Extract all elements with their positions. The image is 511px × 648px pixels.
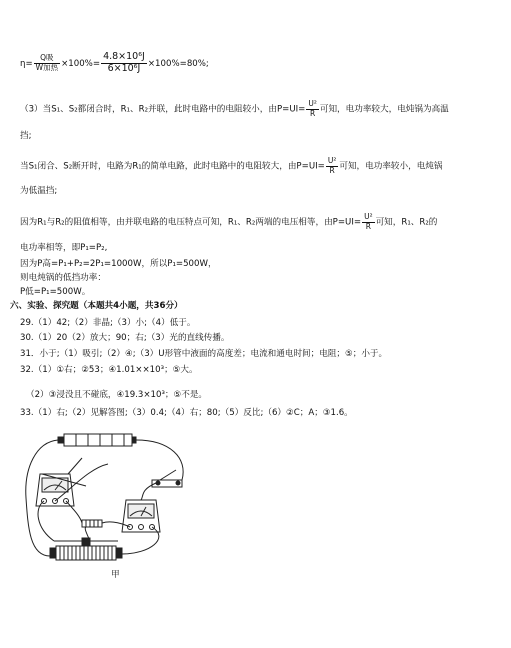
answer-31: 31．小于;（1）吸引;（2）④;（3）U形管中液面的高度差；电流和通电时间；电阻；⑤；小于。 [20, 349, 388, 359]
answer-part6-line2: 则电炖锅的低挡功率： [20, 273, 106, 283]
battery-pack [58, 434, 136, 446]
answer-part3-line1: （3）当S₁、S₂都闭合时，R₁、R₂并联，此时电路中的电阻较小，由P=UI= $\frac{\text{U²}}{R}$ 可知，电功率较大，电炖锅为高温 [20, 99, 449, 118]
answer-part3-line2: 挡; [20, 131, 32, 141]
rheostat [50, 538, 122, 560]
answer-part6-line3: P低=P₁=500W。 [20, 287, 91, 297]
fraction-q-over-w: $\frac{\text{Q吸}}{\text{W加热}}$ [35, 53, 59, 72]
answer-part4-line2: 为低温挡; [20, 186, 58, 196]
answer-part4-line1: 当S₁闭合、S₂断开时，电路为R₁的简单电路，此时电路中的电阻较大，由P=UI= $\frac{\text{U²}}{R}$ 可知，电功率较小，电炖锅 [20, 156, 443, 175]
ammeter [122, 500, 160, 532]
answer-part5-line1: 因为R₁与R₂的阻值相等，由并联电路的电压特点可知，R₁、R₂两端的电压相等，由P=UI= $\frac{\text{U²}}{R}$ 可知，R₁、R₂的 [20, 212, 438, 231]
switch [152, 470, 182, 487]
answer-part6-line1: 因为P高=P₁+P₂=2P₁=1000W，所以P₁=500W， [20, 259, 217, 269]
answer-33: 33.（1）右;（2）见解答图;（3）0.4;（4）右；80;（5）反比;（6）②C；A；③1.6。 [20, 408, 353, 418]
efficiency-formula: η= $\frac{\text{Q吸}}{\text{W加热}}$ ×100%= $\frac{\text{4.8×10⁶J}}{\text{6×10⁶J}}$ ×100%=80%; [20, 51, 209, 74]
fraction-energy-values: $\frac{\text{4.8×10⁶J}}{\text{6×10⁶J}}$ [103, 51, 145, 74]
answer-32-line1: 32.（1）①右；②53；④1.01××10³；⑤大。 [20, 365, 198, 375]
diagram-label: 甲 [111, 570, 120, 580]
answer-30: 30.（1）20（2）放大；90；右;（3）光的直线传播。 [20, 333, 230, 343]
section-heading: 六、实验、探究题（本题共4小题，共36分） [10, 301, 183, 311]
answer-32-line2: （2）③浸没且不碰底，④19.3×10³；⑤不是。 [26, 390, 208, 400]
resistor [82, 520, 102, 527]
answer-29: 29.（1）42;（2）非晶;（3）小;（4）低于。 [20, 318, 196, 328]
answer-part5-line2: 电功率相等，即P₁=P₂, [20, 243, 108, 253]
circuit-diagram [20, 428, 200, 588]
